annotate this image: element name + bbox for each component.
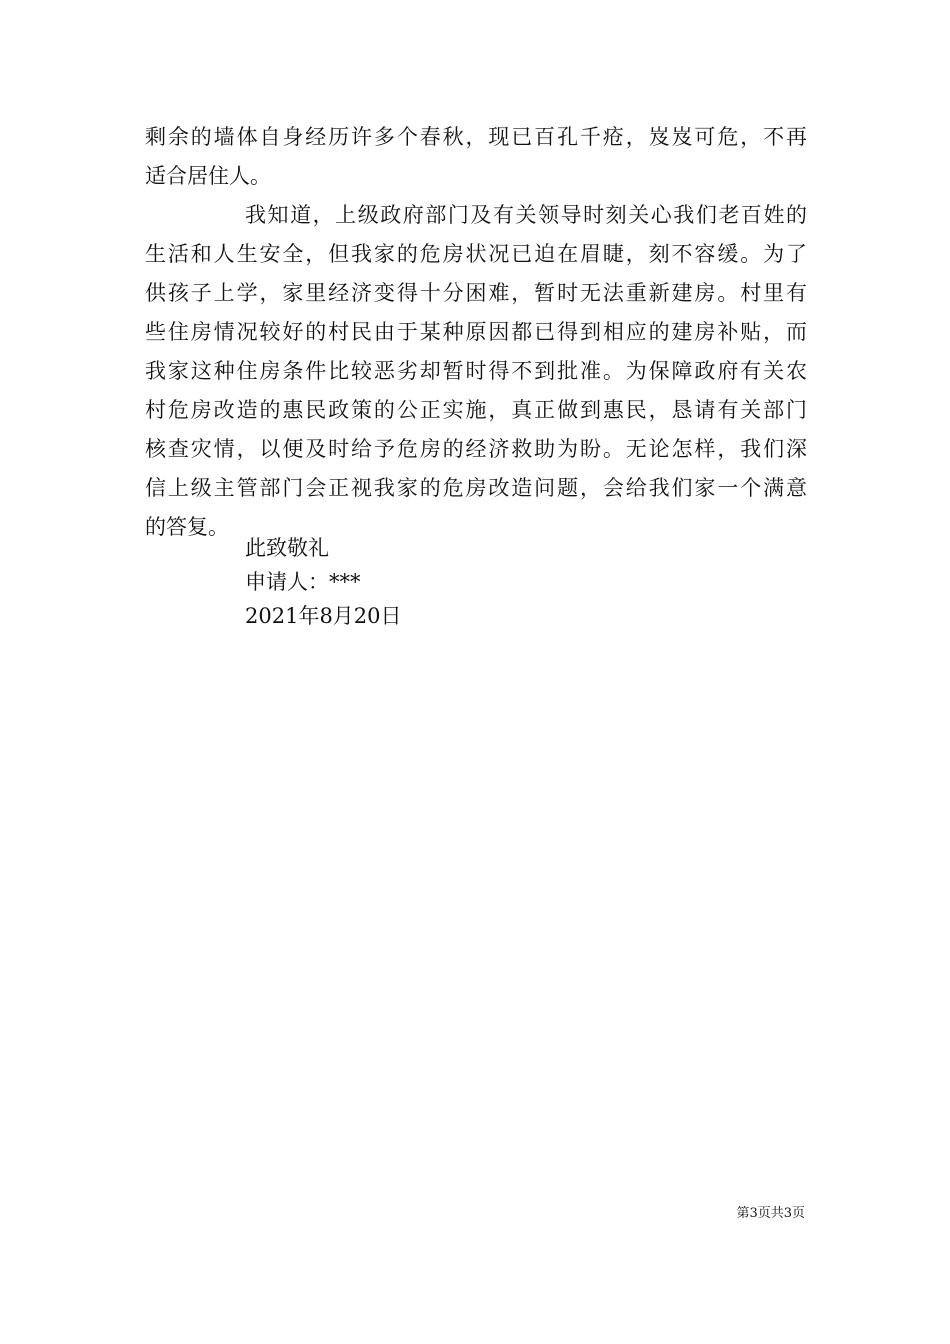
paragraph-line: 核查灾情，以便及时给予危房的经济救助为盼。无论怎样，我们深 [145, 437, 807, 461]
paragraph-line: 信上级主管部门会正视我家的危房改造问题，会给我们家一个满意 [145, 476, 807, 500]
page-number-footer: 第3页共3页 [736, 1206, 805, 1221]
paragraph-line: 剩余的墙体自身经历许多个春秋，现已百孔千疮，岌岌可危，不再 [145, 125, 807, 149]
salutation: 此致敬礼 [245, 536, 329, 560]
letter-date: 2021年8月20日 [245, 604, 402, 628]
paragraph-line: 的答复。 [145, 515, 229, 539]
paragraph-1 [145, 118, 807, 196]
applicant-signature: 申请人：*** [245, 570, 361, 594]
letter-closing [245, 531, 402, 633]
paragraph-line: 我家这种住房条件比较恶劣却暂时得不到批准。为保障政府有关农 [145, 359, 807, 383]
letter-body [145, 118, 807, 547]
paragraph-2 [145, 196, 807, 547]
paragraph-line: 适合居住人。 [145, 164, 271, 188]
paragraph-line: 供孩子上学，家里经济变得十分困难，暂时无法重新建房。村里有 [145, 281, 807, 305]
paragraph-line: 村危房改造的惠民政策的公正实施，真正做到惠民，恳请有关部门 [145, 398, 807, 422]
paragraph-line: 我知道，上级政府部门及有关领导时刻关心我们老百姓的 [245, 203, 807, 227]
paragraph-line: 些住房情况较好的村民由于某种原因都已得到相应的建房补贴，而 [145, 320, 807, 344]
paragraph-line: 生活和人生安全，但我家的危房状况已迫在眉睫，刻不容缓。为了 [145, 242, 807, 266]
